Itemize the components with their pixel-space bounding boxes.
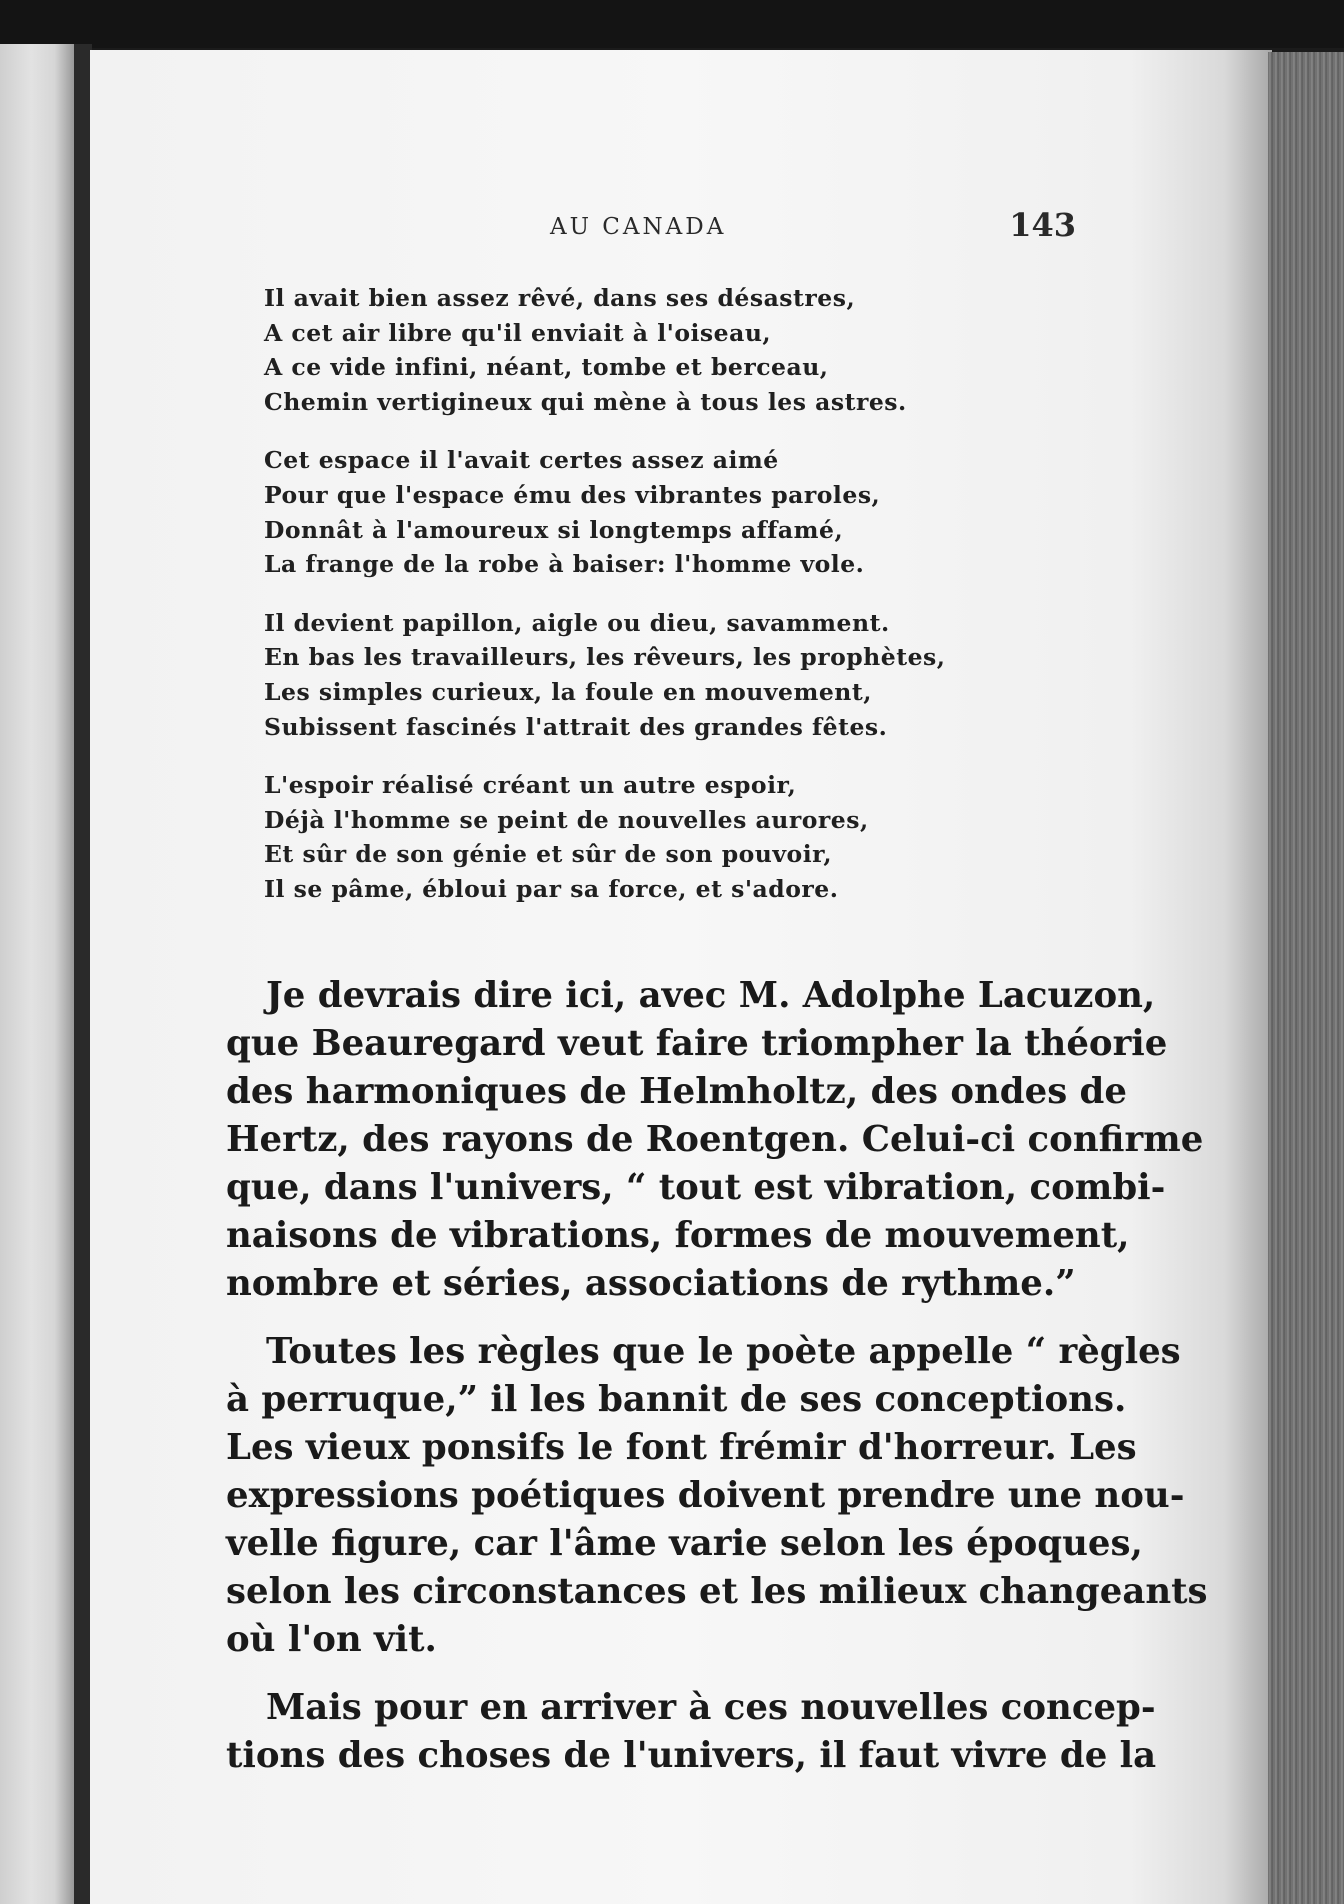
verse-line: A cet air libre qu'il enviait à l'oiseau,: [264, 318, 772, 347]
text-line: velle figure, car l'âme varie selon les époques,: [226, 1523, 1143, 1564]
verse-line: L'espoir réalisé créant un autre espoir,: [264, 771, 797, 800]
verse-line: Les simples curieux, la foule en mouvement,: [264, 677, 872, 706]
verse-line: Subissent fascinés l'attrait des grandes fêtes.: [264, 712, 888, 741]
running-head: AU CANADA: [550, 214, 727, 240]
verse-line: La frange de la robe à baiser: l'homme vole.: [264, 550, 865, 579]
text-line: que Beauregard veut faire triompher la théorie: [226, 1023, 1168, 1064]
text-line: naisons de vibrations, formes de mouvement,: [226, 1215, 1130, 1256]
paragraph: [226, 1328, 1208, 1664]
stanza: [264, 606, 1044, 744]
stanza: [264, 443, 1044, 581]
verse-line: Chemin vertigineux qui mène à tous les astres.: [264, 387, 907, 416]
text-line: Toutes les règles que le poète appelle “ règles: [266, 1331, 1181, 1372]
page-header: [230, 206, 1080, 246]
verse-line: En bas les travailleurs, les rêveurs, les prophètes,: [264, 643, 946, 672]
verse-line: Il se pâme, ébloui par sa force, et s'adore.: [264, 874, 839, 903]
text-line: que, dans l'univers, “ tout est vibration, combi-: [226, 1167, 1166, 1208]
facing-page-edge: [0, 44, 78, 1904]
verse-line: Il devient papillon, aigle ou dieu, savamment.: [264, 608, 890, 637]
text-line: Mais pour en arriver à ces nouvelles concep-: [266, 1687, 1156, 1728]
page-number: 143: [1009, 206, 1076, 244]
verse-line: Cet espace il l'avait certes assez aimé: [264, 446, 779, 475]
text-line: Je devrais dire ici, avec M. Adolphe Lacuzon,: [266, 975, 1156, 1016]
text-line: des harmoniques de Helmholtz, des ondes de: [226, 1071, 1127, 1112]
text-line: selon les circonstances et les milieux changeants: [226, 1571, 1208, 1612]
paragraph: [226, 1684, 1157, 1780]
page-block-edges: [1268, 52, 1344, 1904]
prose-block: [226, 972, 1208, 1800]
scan-top-margin: [0, 0, 1344, 48]
text-line: expressions poétiques doivent prendre une nou-: [226, 1475, 1185, 1516]
text-line: Les vieux ponsifs le font frémir d'horreur. Les: [226, 1427, 1137, 1468]
verse-line: Il avait bien assez rêvé, dans ses désastres,: [264, 284, 856, 312]
stanza: [264, 768, 1044, 906]
paragraph: [226, 972, 1204, 1308]
verse-line: A ce vide infini, néant, tombe et berceau,: [264, 353, 829, 382]
verse-line: Et sûr de son génie et sûr de son pouvoir,: [264, 840, 832, 869]
verse-line: Déjà l'homme se peint de nouvelles aurores,: [264, 805, 869, 834]
stanza: [264, 281, 1044, 419]
verse-line: Donnât à l'amoureux si longtemps affamé,: [264, 515, 844, 544]
text-line: tions des choses de l'univers, il faut vivre de la: [226, 1735, 1157, 1776]
text-line: Hertz, des rayons de Roentgen. Celui-ci confirme: [226, 1119, 1204, 1160]
verse-line: Pour que l'espace ému des vibrantes paroles,: [264, 480, 881, 509]
text-line: où l'on vit.: [226, 1619, 437, 1660]
poem-block: [264, 281, 1044, 931]
text-line: nombre et séries, associations de rythme.”: [226, 1263, 1076, 1304]
text-line: à perruque,” il les bannit de ses conceptions.: [226, 1379, 1127, 1420]
